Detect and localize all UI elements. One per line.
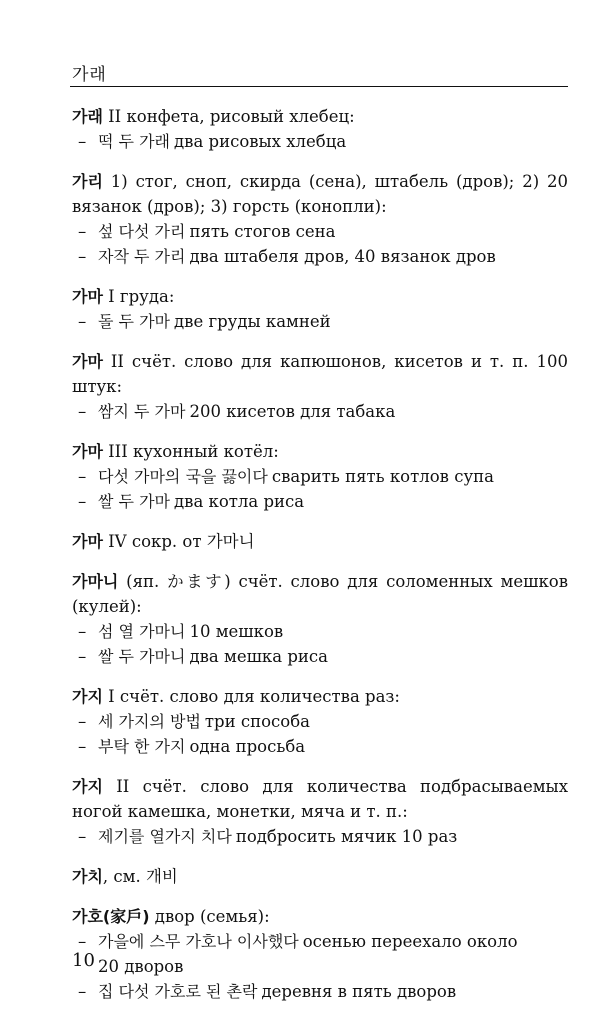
- example-translation: пять стогов сена: [189, 222, 336, 241]
- headword: 가래: [72, 107, 103, 126]
- header-rule: [70, 86, 568, 87]
- usage-example: [72, 309, 568, 334]
- headword: 가마: [72, 442, 103, 461]
- definition: 1) стог, сноп, скирда (сена), штабель (дров); 2) 20 вязанок (дров); 3) горсть (конопли):: [72, 172, 568, 216]
- example-continuation: 20 дворов: [98, 957, 184, 976]
- usage-example: [72, 619, 568, 644]
- example-dash: –: [78, 467, 87, 486]
- dictionary-entry: [72, 569, 568, 669]
- example-korean: 부탁 한 가지: [98, 737, 186, 756]
- example-translation: сварить пять котлов супа: [271, 467, 494, 486]
- example-translation: два рисовых хлебца: [174, 132, 347, 151]
- example-korean: 쌀 두 가마니: [98, 647, 186, 666]
- dictionary-entry: [72, 774, 568, 849]
- usage-example: [72, 979, 568, 1004]
- example-dash: –: [78, 247, 87, 266]
- dictionary-entry: [72, 439, 568, 514]
- example-korean: 떡 두 가래: [98, 132, 170, 151]
- usage-example: [72, 399, 568, 424]
- example-dash: –: [78, 402, 87, 421]
- definition: (яп. かます) счёт. слово для соломенных мешков (кулей):: [72, 572, 568, 616]
- example-korean: 돌 두 가마: [98, 312, 170, 331]
- usage-example: [72, 219, 568, 244]
- example-translation: две груды камней: [174, 312, 331, 331]
- definition: I груда:: [102, 287, 175, 306]
- dictionary-entry: [72, 169, 568, 269]
- example-korean: 가을에 스무 가호나 이사했다: [98, 932, 299, 951]
- entry-headline: [72, 349, 568, 399]
- example-translation: деревня в пять дворов: [261, 982, 457, 1001]
- headword: 가마: [72, 532, 103, 551]
- usage-example: [72, 244, 568, 269]
- dictionary-entry: [72, 284, 568, 334]
- dictionary-entry: [72, 349, 568, 424]
- example-dash: –: [78, 932, 87, 951]
- example-translation: два штабеля дров, 40 вязанок дров: [189, 247, 496, 266]
- example-dash: –: [78, 312, 87, 331]
- headword: 가마니: [72, 572, 119, 591]
- example-dash: –: [78, 622, 87, 641]
- example-translation: 10 мешков: [189, 622, 284, 641]
- definition: IV сокр. от 가마니: [102, 532, 255, 551]
- dictionary-entry: [72, 529, 568, 554]
- usage-example: [72, 644, 568, 669]
- example-dash: –: [78, 492, 87, 511]
- entry-headline: [72, 904, 568, 929]
- example-dash: –: [78, 737, 87, 756]
- usage-example: [72, 129, 568, 154]
- entry-headline: [72, 529, 568, 554]
- example-korean: 섶 다섯 가리: [98, 222, 186, 241]
- headword: 가리: [72, 172, 103, 191]
- example-translation: три способа: [204, 712, 310, 731]
- usage-example: [72, 824, 568, 849]
- example-korean: 자작 두 가리: [98, 247, 186, 266]
- definition: двор (семья):: [149, 907, 270, 926]
- example-translation: осенью переехало около: [302, 932, 518, 951]
- headword: 가호(家戶): [72, 907, 150, 926]
- example-korean: 집 다섯 가호로 된 촌락: [98, 982, 258, 1001]
- example-dash: –: [78, 712, 87, 731]
- headword: 가지: [72, 687, 103, 706]
- example-translation: 200 кисетов для табака: [189, 402, 396, 421]
- entry-headline: [72, 774, 568, 824]
- definition: II счёт. слово для количества подбрасываемых ногой камешка, монетки, мяча и т. п.:: [72, 777, 568, 821]
- usage-example: [72, 709, 568, 734]
- example-korean: 다섯 가마의 국을 끓이다: [98, 467, 268, 486]
- definition: II конфета, рисовый хлебец:: [102, 107, 355, 126]
- page-number: 10: [72, 950, 95, 971]
- entry-headline: [72, 284, 568, 309]
- headword: 가마: [72, 352, 103, 371]
- example-dash: –: [78, 132, 87, 151]
- example-dash: –: [78, 982, 87, 1001]
- dictionary-entry: [72, 904, 568, 1004]
- usage-example: [72, 734, 568, 759]
- entry-headline: [72, 104, 568, 129]
- running-head: 가래: [72, 65, 107, 85]
- entry-headline: [72, 864, 568, 889]
- example-korean: 제기를 열가지 치다: [98, 827, 232, 846]
- entry-headline: [72, 569, 568, 619]
- dictionary-entry: [72, 684, 568, 759]
- example-korean: 섬 열 가마니: [98, 622, 186, 641]
- entry-headline: [72, 169, 568, 219]
- usage-example: [72, 489, 568, 514]
- entry-headline: [72, 684, 568, 709]
- headword: 가마: [72, 287, 103, 306]
- dictionary-entry: [72, 104, 568, 154]
- dictionary-entries: [72, 104, 568, 1019]
- entry-headline: [72, 439, 568, 464]
- example-dash: –: [78, 222, 87, 241]
- dictionary-entry: [72, 864, 568, 889]
- usage-example: [72, 464, 568, 489]
- definition: II счёт. слово для капюшонов, кисетов и т. п. 100 штук:: [72, 352, 568, 396]
- definition: I счёт. слово для количества раз:: [102, 687, 400, 706]
- example-translation: одна просьба: [189, 737, 306, 756]
- example-korean: 세 가지의 방법: [98, 712, 201, 731]
- example-korean: 쌈지 두 가마: [98, 402, 186, 421]
- example-translation: два мешка риса: [189, 647, 328, 666]
- example-translation: два котла риса: [174, 492, 305, 511]
- usage-example: [72, 929, 568, 954]
- definition: , см. 개비: [102, 867, 178, 886]
- definition: III кухонный котёл:: [102, 442, 279, 461]
- headword: 가치: [72, 867, 103, 886]
- example-dash: –: [78, 647, 87, 666]
- example-translation: подбросить мячик 10 раз: [235, 827, 458, 846]
- example-dash: –: [78, 827, 87, 846]
- example-korean: 쌀 두 가마: [98, 492, 170, 511]
- headword: 가지: [72, 777, 103, 796]
